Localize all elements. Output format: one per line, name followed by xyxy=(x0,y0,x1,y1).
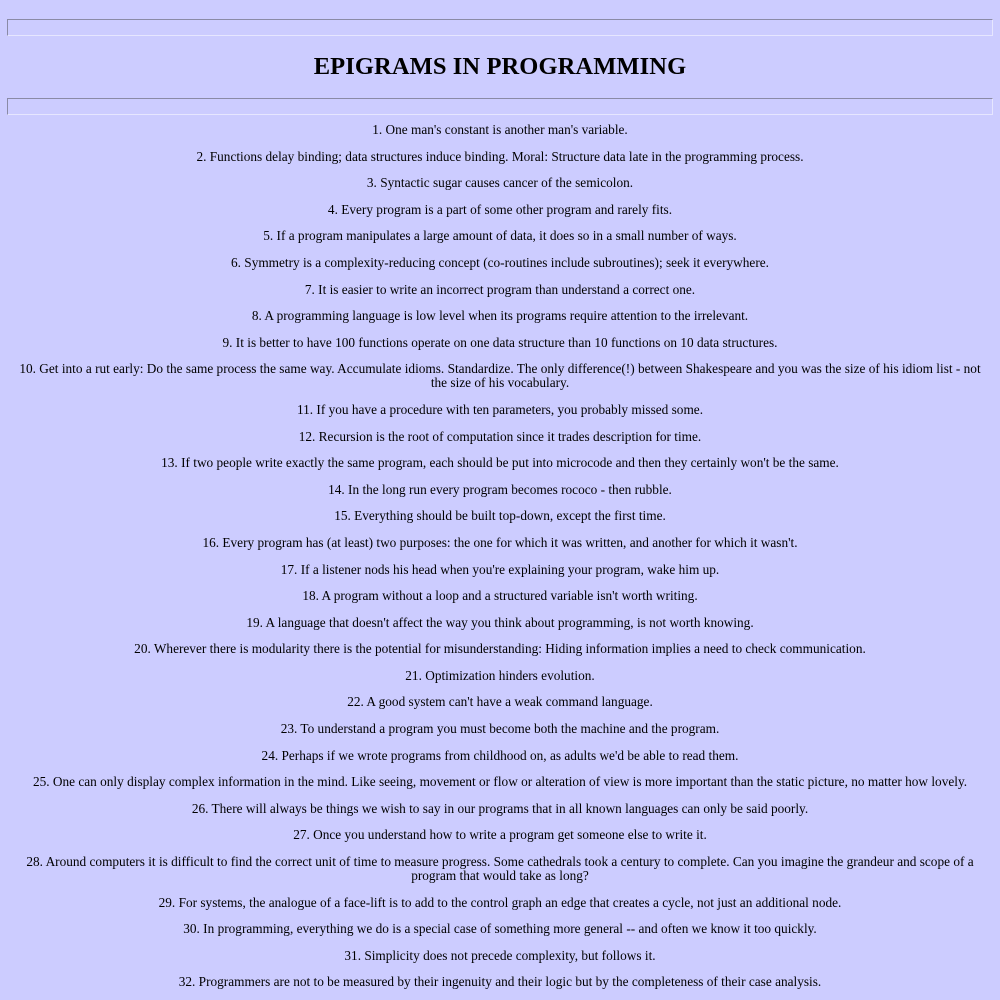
epigram-item: 2. Functions delay binding; data structures induce binding. Moral: Structure data late in the programming process. xyxy=(196,148,804,164)
epigram-item: 10. Get into a rut early: Do the same process the same way. Accumulate idioms. Standardize. The only difference(!) between Shakespeare and you was the size of his idiom list - not the size of his vocabulary. xyxy=(19,361,981,391)
epigram-item: 17. If a listener nods his head when you're explaining your program, wake him up. xyxy=(280,561,720,577)
epigram-item: 26. There will always be things we wish to say in our programs that in all known languages can only be said poorly. xyxy=(191,800,809,816)
epigram-item: 7. It is easier to write an incorrect program than understand a correct one. xyxy=(304,281,696,297)
epigram-item: 18. A program without a loop and a structured variable isn't worth writing. xyxy=(302,588,698,604)
epigram-item: 8. A programming language is low level when its programs require attention to the irrelevant. xyxy=(251,308,749,324)
epigram-item: 21. Optimization hinders evolution. xyxy=(405,667,595,683)
epigram-item: 11. If you have a procedure with ten parameters, you probably missed some. xyxy=(296,401,704,417)
page-title: EPIGRAMS IN PROGRAMMING xyxy=(313,53,687,80)
epigram-item: 28. Around computers it is difficult to find the correct unit of time to measure progress. Some cathedrals took a century to complete. Can you imagine the grandeur and scope of a program that would take as long? xyxy=(26,854,974,884)
horizontal-rule-top xyxy=(7,19,993,36)
epigram-item: 1. One man's constant is another man's variable. xyxy=(372,122,628,137)
epigram-list xyxy=(0,123,1000,989)
epigram-item: 6. Symmetry is a complexity-reducing concept (co-routines include subroutines); seek it everywhere. xyxy=(231,254,769,270)
epigram-item: 3. Syntactic sugar causes cancer of the semicolon. xyxy=(366,175,634,191)
epigram-item: 12. Recursion is the root of computation since it trades description for time. xyxy=(298,428,702,444)
epigram-item: 24. Perhaps if we wrote programs from childhood on, as adults we'd be able to read them. xyxy=(261,747,739,763)
epigram-item: 14. In the long run every program becomes rococo - then rubble. xyxy=(328,481,672,497)
epigram-item: 15. Everything should be built top-down, except the first time. xyxy=(334,508,666,524)
epigram-item: 9. It is better to have 100 functions operate on one data structure than 10 functions on 10 data structures. xyxy=(222,334,778,350)
epigram-item: 19. A language that doesn't affect the way you think about programming, is not worth knowing. xyxy=(246,614,754,630)
horizontal-rule-bottom xyxy=(7,98,993,115)
epigram-item: 23. To understand a program you must become both the machine and the program. xyxy=(280,721,720,737)
epigram-item: 31. Simplicity does not precede complexity, but follows it. xyxy=(344,947,656,963)
epigram-item: 5. If a program manipulates a large amount of data, it does so in a small number of ways. xyxy=(263,228,737,244)
epigram-item: 22. A good system can't have a weak command language. xyxy=(347,694,653,710)
epigram-item: 27. Once you understand how to write a program get someone else to write it. xyxy=(293,827,707,843)
epigram-item: 30. In programming, everything we do is a special case of something more general -- and often we know it too quickly. xyxy=(183,921,817,937)
epigram-item: 32. Programmers are not to be measured by their ingenuity and their logic but by the completeness of their case analysis. xyxy=(178,974,822,990)
epigram-item: 16. Every program has (at least) two purposes: the one for which it was written, and another for which it wasn't. xyxy=(202,534,798,550)
epigram-item: 13. If two people write exactly the same program, each should be put into microcode and then they certainly won't be the same. xyxy=(161,455,839,471)
epigram-item: 20. Wherever there is modularity there is the potential for misunderstanding: Hiding information implies a need to check communication. xyxy=(134,641,866,657)
epigram-item: 4. Every program is a part of some other program and rarely fits. xyxy=(327,201,673,217)
epigram-item: 29. For systems, the analogue of a face-lift is to add to the control graph an edge that creates a cycle, not just an additional node. xyxy=(158,894,842,910)
epigram-item: 25. One can only display complex information in the mind. Like seeing, movement or flow or alteration of view is more important than the static picture, no matter how lovely. xyxy=(32,774,968,790)
